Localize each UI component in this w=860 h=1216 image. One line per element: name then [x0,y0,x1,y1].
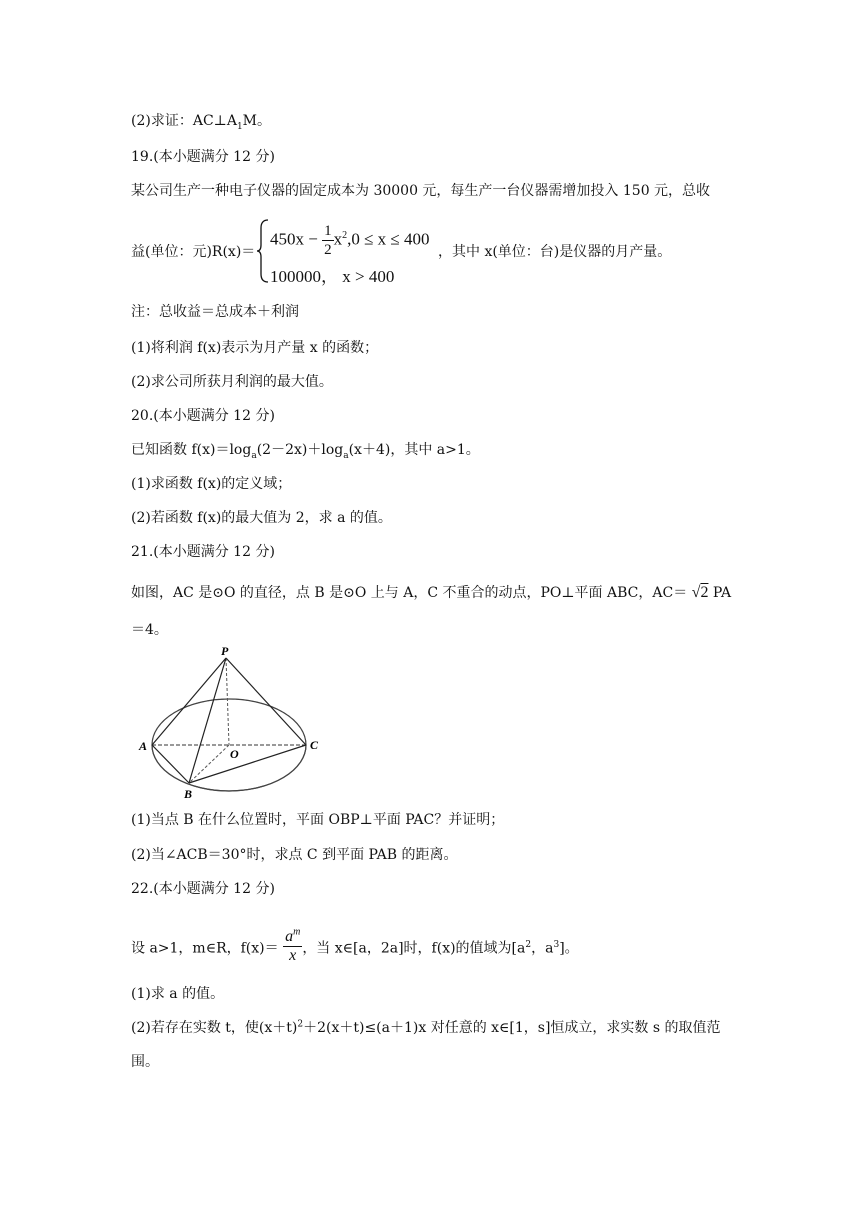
q22-part1: (1)求 a 的值。 [131,986,225,1002]
q19-part1: (1)将利润 f(x)表示为月产量 x 的函数； [131,340,379,356]
q20-text: 已知函数 $f(x)=\log_a(2-2x)+\log_a(x+4)$，其中 a>1。 [131,442,480,461]
q18-part2: (2)求证：$AC\perp A_1M$。 [131,113,272,132]
q22-part2: (2)若存在实数 t，使$(x+t)^2+2(x+t)\le(a+1)x$ 对任意的 x∈[1，s]恒成立，求实数 s 的取值范 [131,1019,721,1036]
segment-PA [152,658,226,745]
q21-heading: 21.(本小题满分 12 分) [131,544,275,560]
q21-text-line2: ＝4。 [131,622,168,638]
q21-text-line1: 如图，AC 是⊙O 的直径，点 B 是⊙O 上与 A，C 不重合的动点，PO⊥平面 ABC，AC＝ √2 PA [131,584,732,601]
label-O: O [230,747,239,761]
sqrt-two: √2 [691,584,709,601]
q21-geometry-figure [134,642,334,802]
segment-BC [189,745,306,783]
q19-text-line1: 某公司生产一种电子仪器的固定成本为 30000 元，每生产一台仪器需增加投入 150 元，总收 [131,183,711,199]
label-P: P [221,644,229,658]
q19-text-line2-prefix: 益(单位：元)R(x)＝ [131,244,256,260]
q22-part2-continued: 围。 [131,1054,159,1070]
q22-heading: 22.(本小题满分 12 分) [131,881,275,897]
q20-part2: (2)若函数 f(x)的最大值为 2，求 a 的值。 [131,510,392,526]
q20-part1: (1)求函数 f(x)的定义域； [131,476,292,492]
fraction-half: $\frac{1}{2}$ [324,223,332,258]
q20-heading: 20.(本小题满分 12 分) [131,408,275,424]
segment-PB [189,658,226,783]
q19-note: 注：总收益＝总成本＋利润 [131,304,299,320]
q21-part2: (2)当∠ACB＝30°时，求点 C 到平面 PAB 的距离。 [131,847,458,863]
fraction-a-m-over-x: $\frac{a^m}{x}$ [285,926,301,964]
q19-text-line2-suffix: ，其中 x(单位：台)是仪器的月产量。 [438,244,672,260]
segment-PC [226,658,306,745]
segment-AB [152,745,189,783]
q21-part1: (1)当点 B 在什么位置时，平面 OBP⊥平面 PAC？并证明； [131,812,505,828]
left-brace-icon [256,218,270,284]
q19-part2: (2)求公司所获月利润的最大值。 [131,374,333,390]
segment-PO [226,658,229,745]
q19-heading: 19.(本小题满分 12 分) [131,149,275,165]
label-B: B [184,787,193,801]
q19-piece2: 100000， x > 400 [270,267,395,286]
label-C: C [310,738,319,752]
q19-piece1: 450x − $\frac{1}{2}$ $x^2,0 \le x \le 400$ [270,223,430,258]
q22-text: 设 a>1，m∈R，f(x)＝ $\frac{a^m}{x}$ ，当 x∈[a，2a]时，f(x)的值域为[$a^2$，$a^3$]。 [131,926,579,964]
q19-piecewise-function [256,218,430,286]
label-A: A [139,739,148,753]
